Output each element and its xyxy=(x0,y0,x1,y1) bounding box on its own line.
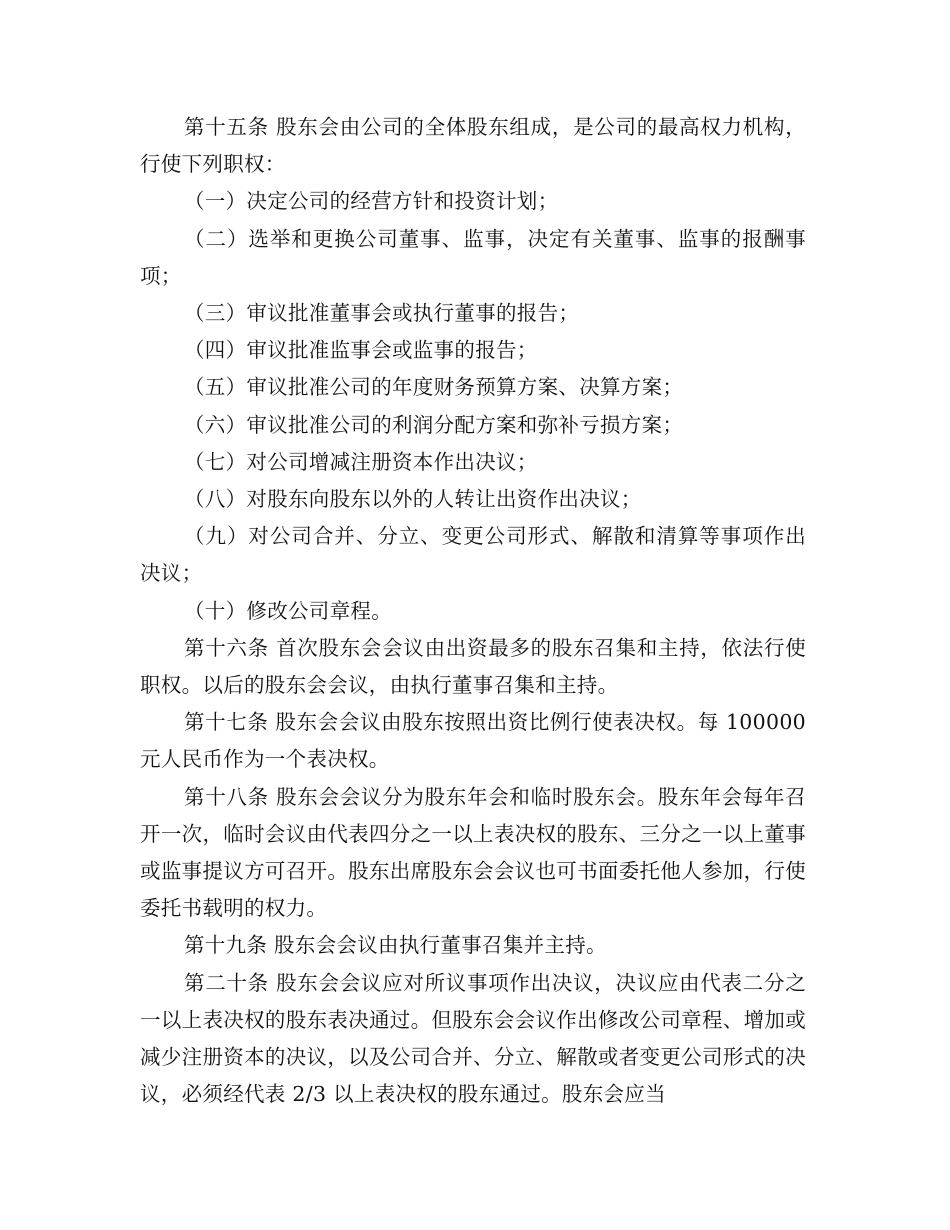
item-9: （九）对公司合并、分立、变更公司形式、解散和清算等事项作出决议； xyxy=(140,524,806,586)
article-20: 第二十条 股东会会议应对所议事项作出决议，决议应由代表二分之一以上表决权的股东表决通过。但股东会会议作出修改公司章程、增加或减少注册资本的决议，以及公司合并、分立、解散或者变更公司形式的决议，必须经代表 2/3 以上表决权的股东通过。股东会应当 xyxy=(140,970,806,1107)
item-7: （七）对公司增减注册资本作出决议； xyxy=(184,449,538,474)
article-17: 第十七条 股东会会议由股东按照出资比例行使表决权。每 100000 元人民币作为一个表决权。 xyxy=(140,710,806,772)
article-19: 第十九条 股东会会议由执行董事召集并主持。 xyxy=(184,933,607,958)
document-page xyxy=(140,109,806,1113)
item-10: （十）修改公司章程。 xyxy=(184,598,392,623)
item-4: （四）审议批准监事会或监事的报告； xyxy=(184,338,538,363)
item-5: （五）审议批准公司的年度财务预算方案、决算方案； xyxy=(184,375,684,400)
article-16: 第十六条 首次股东会会议由出资最多的股东召集和主持，依法行使职权。以后的股东会会议，由执行董事召集和主持。 xyxy=(140,635,806,698)
item-1: （一）决定公司的经营方针和投资计划； xyxy=(184,189,559,214)
article-15: 第十五条 股东会由公司的全体股东组成，是公司的最高权力机构，行使下列职权： xyxy=(140,115,806,177)
item-8: （八）对股东向股东以外的人转让出资作出决议； xyxy=(184,487,642,512)
item-3: （三）审议批准董事会或执行董事的报告； xyxy=(184,301,580,326)
article-18: 第十八条 股东会会议分为股东年会和临时股东会。股东年会每年召开一次，临时会议由代表四分之一以上表决权的股东、三分之一以上董事或监事提议方可召开。股东出席股东会会议也可书面委托他人参加，行使委托书载明的权力。 xyxy=(140,784,806,921)
item-6: （六）审议批准公司的利润分配方案和弥补亏损方案； xyxy=(184,412,684,437)
item-2: （二）选举和更换公司董事、监事，决定有关董事、监事的报酬事项； xyxy=(140,226,806,288)
